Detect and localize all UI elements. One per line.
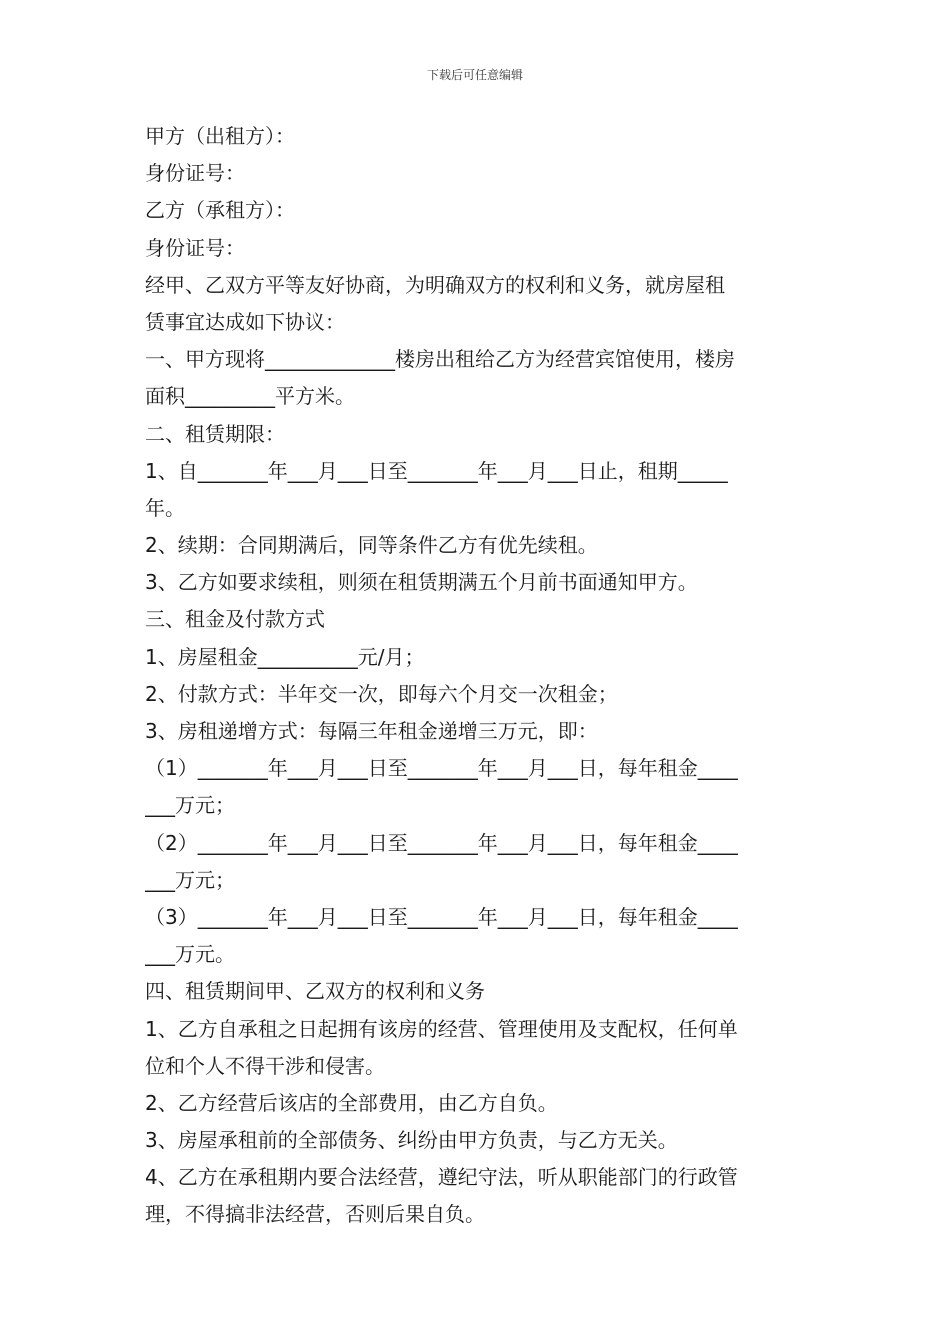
rights-clause-line: 1、乙方自承租之日起拥有该房的经营、管理使用及支配权，任何单 (145, 1016, 738, 1041)
intro-paragraph-line: 经甲、乙双方平等友好协商，为明确双方的权利和义务，就房屋租 (145, 272, 725, 297)
rent-period-line: ___万元； (145, 867, 235, 892)
rights-clause-line: 4、乙方在承租期内要合法经营，遵纪守法，听从职能部门的行政管 (145, 1165, 738, 1190)
rights-clause-line: 3、房屋承租前的全部债务、纠纷由甲方负责，与乙方无关。 (145, 1128, 678, 1153)
lease-term-line: 1、自_______年___月___日至_______年___月___日止，租期_____ (145, 458, 728, 483)
rent-period-line: ___万元。 (145, 942, 235, 967)
party-b-line: 乙方（承租方）： (145, 198, 295, 223)
rent-period-line: （2）_______年___月___日至_______年___月___日，每年租金____ (145, 830, 738, 855)
rights-clause-line: 2、乙方经营后该店的全部费用，由乙方自负。 (145, 1090, 558, 1115)
rent-line: 1、房屋租金__________元/月； (145, 644, 425, 669)
rights-clause-line: 位和个人不得干涉和侵害。 (145, 1053, 385, 1078)
section-heading: 四、租赁期间甲、乙双方的权利和义务 (145, 979, 485, 1004)
lease-term-line: 年。 (145, 495, 185, 520)
party-a-line: 甲方（出租方）： (145, 124, 295, 148)
renewal-notice-line: 3、乙方如要求续租，则须在租赁期满五个月前书面通知甲方。 (145, 570, 698, 595)
party-b-id-line: 身份证号： (145, 235, 245, 260)
rent-period-line: （3）_______年___月___日至_______年___月___日，每年租金____ (145, 904, 738, 929)
section-heading: 二、租赁期限： (145, 421, 285, 446)
payment-method-line: 2、付款方式：半年交一次，即每六个月交一次租金； (145, 681, 618, 706)
clause-1-line: 面积_________平方米。 (145, 384, 355, 409)
document-body (145, 118, 810, 1234)
intro-paragraph-line: 赁事宜达成如下协议： (145, 309, 345, 334)
clause-1-line: 一、甲方现将_____________楼房出租给乙方为经营宾馆使用，楼房 (145, 347, 735, 372)
page-header: 下载后可任意编辑 (426, 68, 523, 82)
section-heading: 三、租金及付款方式 (145, 607, 325, 632)
rent-increase-line: 3、房租递增方式：每隔三年租金递增三万元，即： (145, 719, 598, 743)
rent-period-line: （1）_______年___月___日至_______年___月___日，每年租金____ (145, 756, 738, 781)
rent-period-line: ___万元； (145, 793, 235, 818)
rights-clause-line: 理，不得搞非法经营，否则后果自负。 (145, 1202, 485, 1227)
party-a-id-line: 身份证号： (145, 161, 245, 186)
renewal-line: 2、续期：合同期满后，同等条件乙方有优先续租。 (145, 533, 598, 558)
